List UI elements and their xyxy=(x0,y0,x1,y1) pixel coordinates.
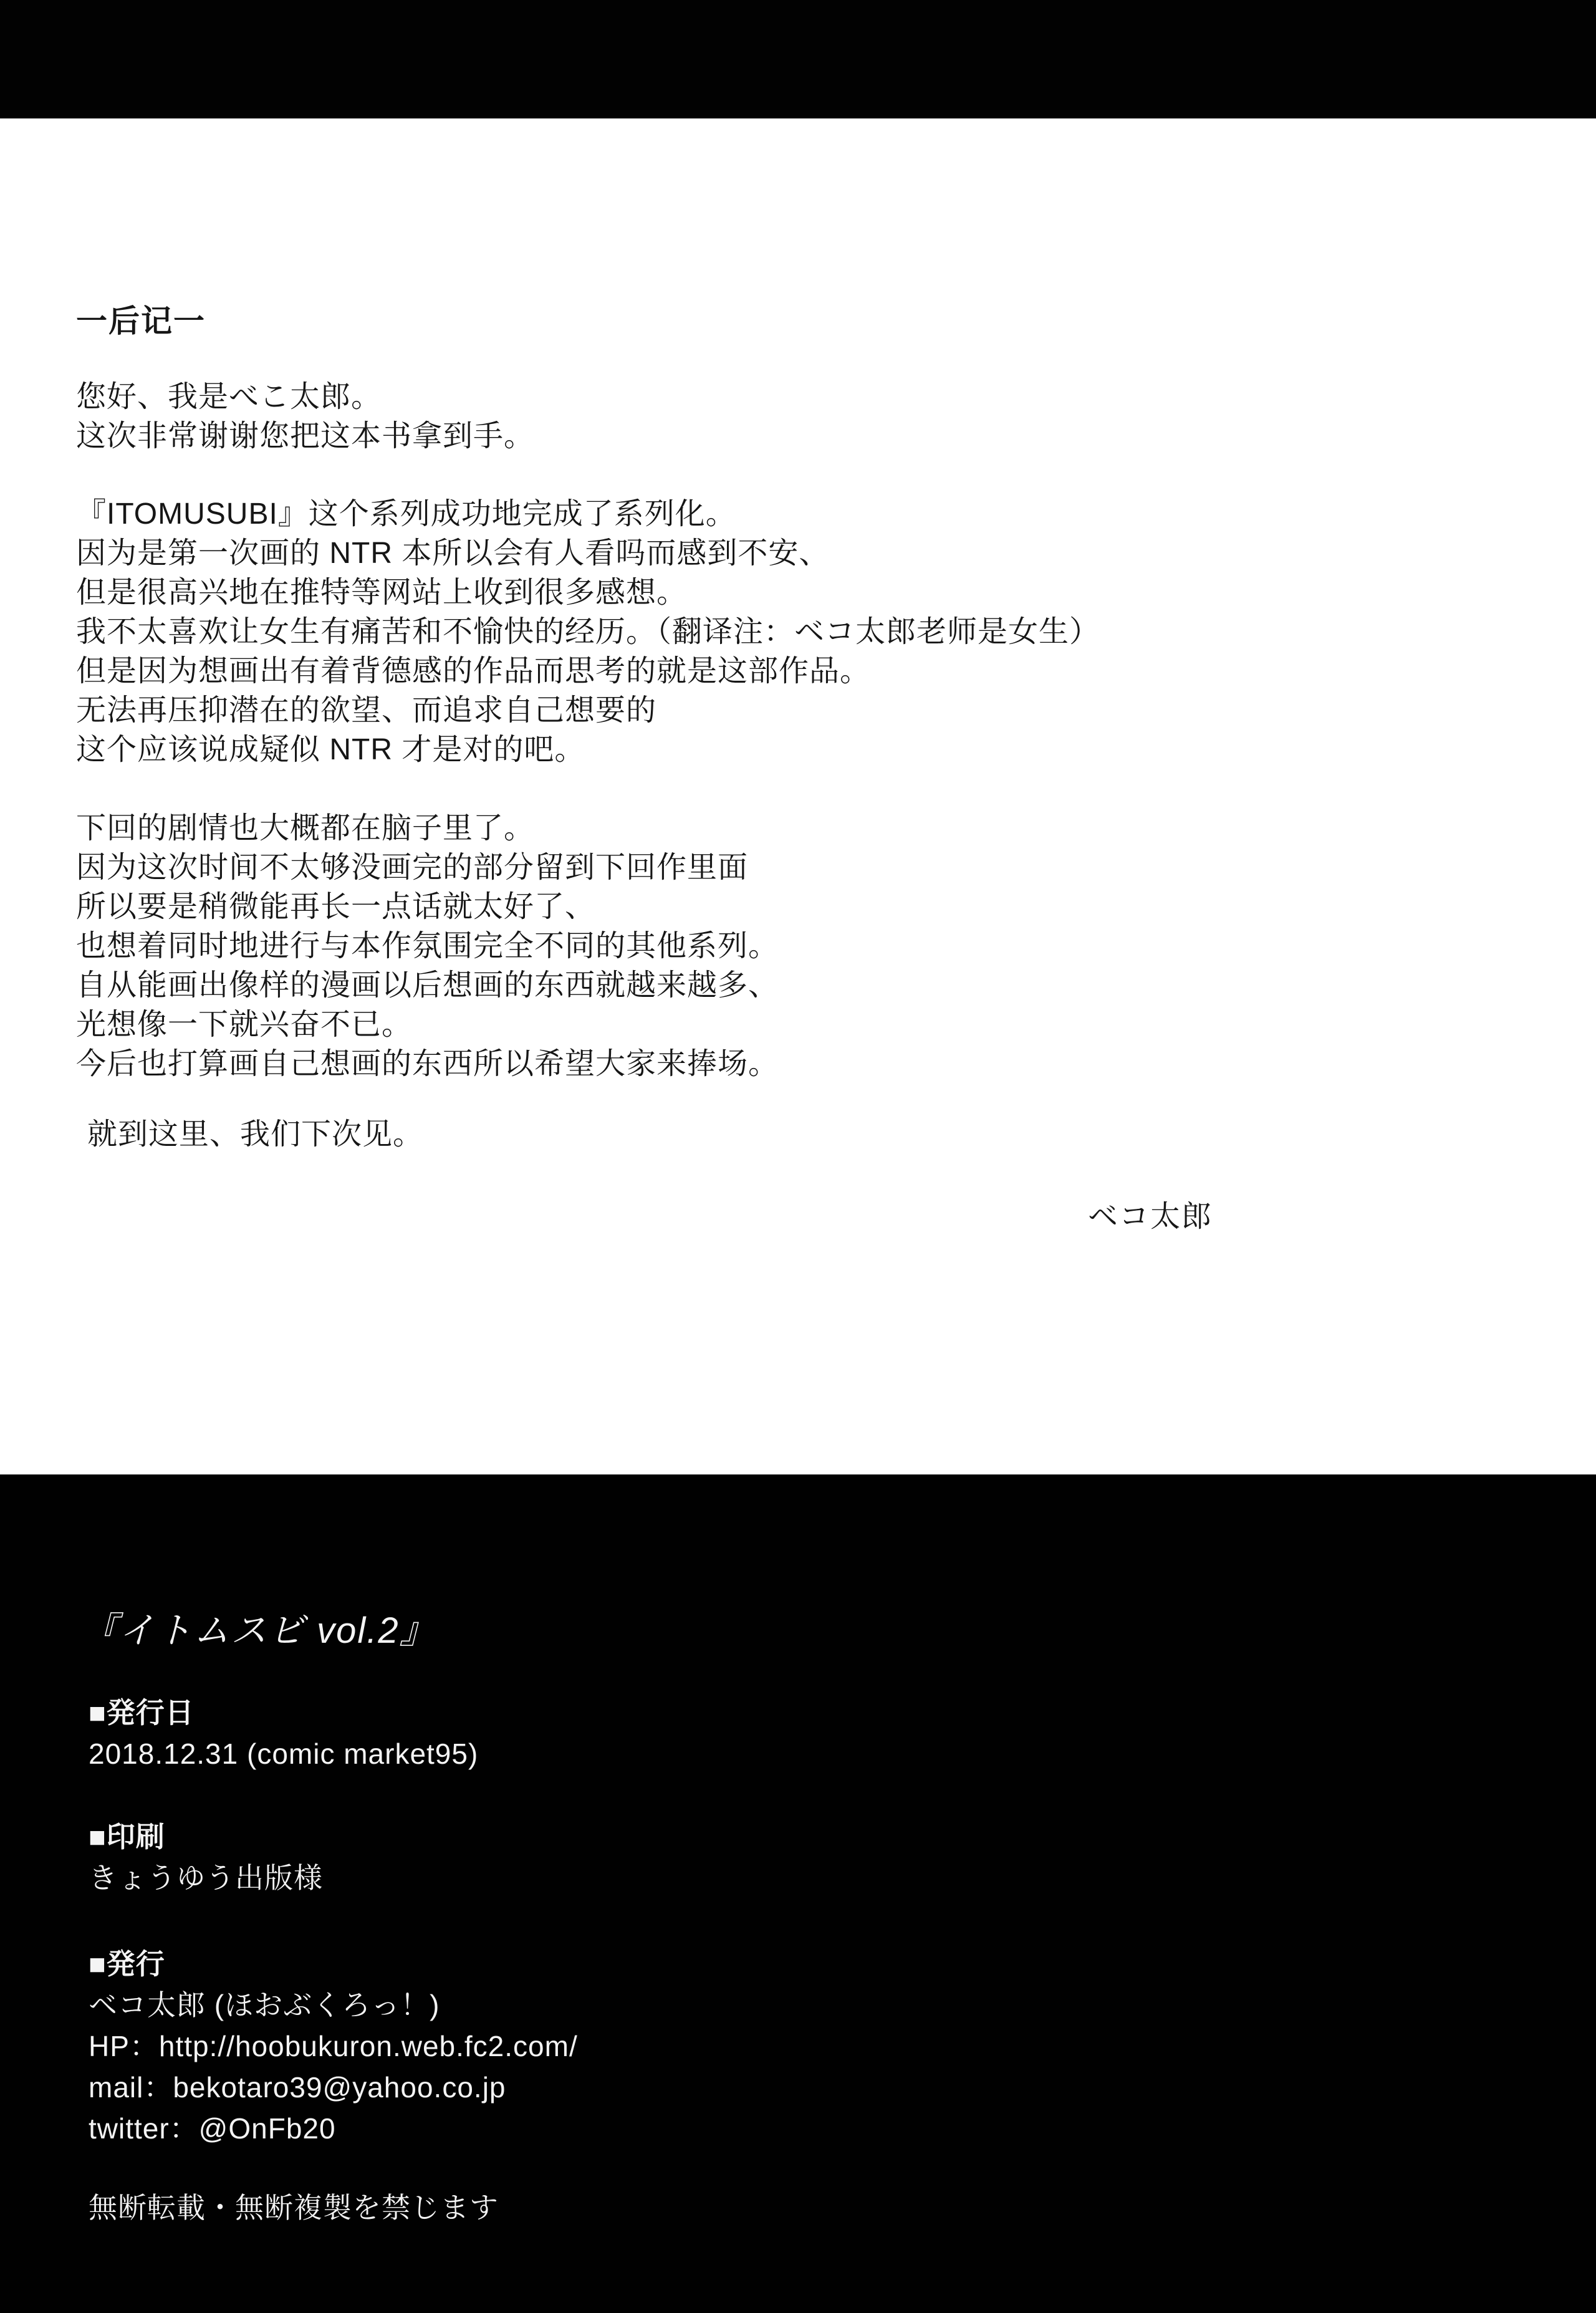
afterword-paper-section xyxy=(0,118,1596,1474)
afterword-line: 因为这次时间不太够没画完的部分留到下回作里面 xyxy=(76,851,749,884)
author-signature: ベコ太郎 xyxy=(1088,1200,1213,1233)
mail-address: mail：bekotaro39@yahoo.co.jp xyxy=(89,2071,506,2104)
afterword-line: 这次非常谢谢您把这本书拿到手。 xyxy=(76,420,535,453)
afterword-line: 『ITOMUSUBI』这个系列成功地完成了系列化。 xyxy=(76,498,736,531)
afterword-line: 我不太喜欢让女生有痛苦和不愉快的经历。（翻译注：ベコ太郎老师是女生） xyxy=(76,615,1100,648)
afterword-paragraph-series xyxy=(76,494,1546,769)
afterword-line: 今后也打算画自己想画的东西所以希望大家来捧场。 xyxy=(76,1047,779,1080)
printing-label: ■印刷 xyxy=(89,1820,165,1853)
afterword-line: 光想像一下就兴奋不已。 xyxy=(76,1008,413,1041)
afterword-closing-line: 就到这里、我们下次见。 xyxy=(87,1118,424,1151)
publisher-value: ベコ太郎 (ほおぶくろっ！) xyxy=(89,1989,440,2021)
afterword-line: 下回的剧情也大概都在脑子里了。 xyxy=(76,812,535,845)
afterword-line: 自从能画出像样的漫画以后想画的东西就越来越多、 xyxy=(76,969,779,1002)
afterword-line: 无法再压抑潜在的欲望、而追求自己想要的 xyxy=(76,694,657,727)
no-reproduction-notice: 無断転載・無断複製を禁じます xyxy=(89,2191,499,2224)
afterword-line: 因为是第一次画的 NTR 本所以会有人看吗而感到不安、 xyxy=(76,537,830,570)
afterword-line: 这个应该说成疑似 NTR 才是对的吧。 xyxy=(76,733,585,766)
publish-date-label: ■発行日 xyxy=(89,1696,195,1729)
afterword-paragraph-greeting xyxy=(76,377,1546,456)
afterword-line: 但是因为想画出有着背德感的作品而思考的就是这部作品。 xyxy=(76,655,871,688)
twitter-handle: twitter：@OnFb20 xyxy=(89,2112,336,2145)
homepage-url: HP：http://hoobukuron.web.fc2.com/ xyxy=(89,2030,578,2062)
afterword-line: 也想着同时地进行与本作氛围完全不同的其他系列。 xyxy=(76,930,779,963)
afterword-paragraph-next-work xyxy=(76,809,1546,1084)
afterword-heading: 一后记一 xyxy=(76,304,206,339)
publish-date-value: 2018.12.31 (comic market95) xyxy=(89,1738,479,1770)
top-scan-black-bar xyxy=(0,0,1596,118)
printing-value: きょうゆう出版様 xyxy=(89,1862,323,1894)
afterword-line: 您好、我是べこ太郎。 xyxy=(76,380,382,413)
afterword-line: 但是很高兴地在推特等网站上收到很多感想。 xyxy=(76,576,688,609)
colophon-section xyxy=(0,1474,1596,2313)
book-title: 『イトムスビ vol.2』 xyxy=(81,1610,437,1651)
publisher-label: ■発行 xyxy=(89,1948,165,1980)
afterword-line: 所以要是稍微能再长一点话就太好了、 xyxy=(76,890,596,923)
